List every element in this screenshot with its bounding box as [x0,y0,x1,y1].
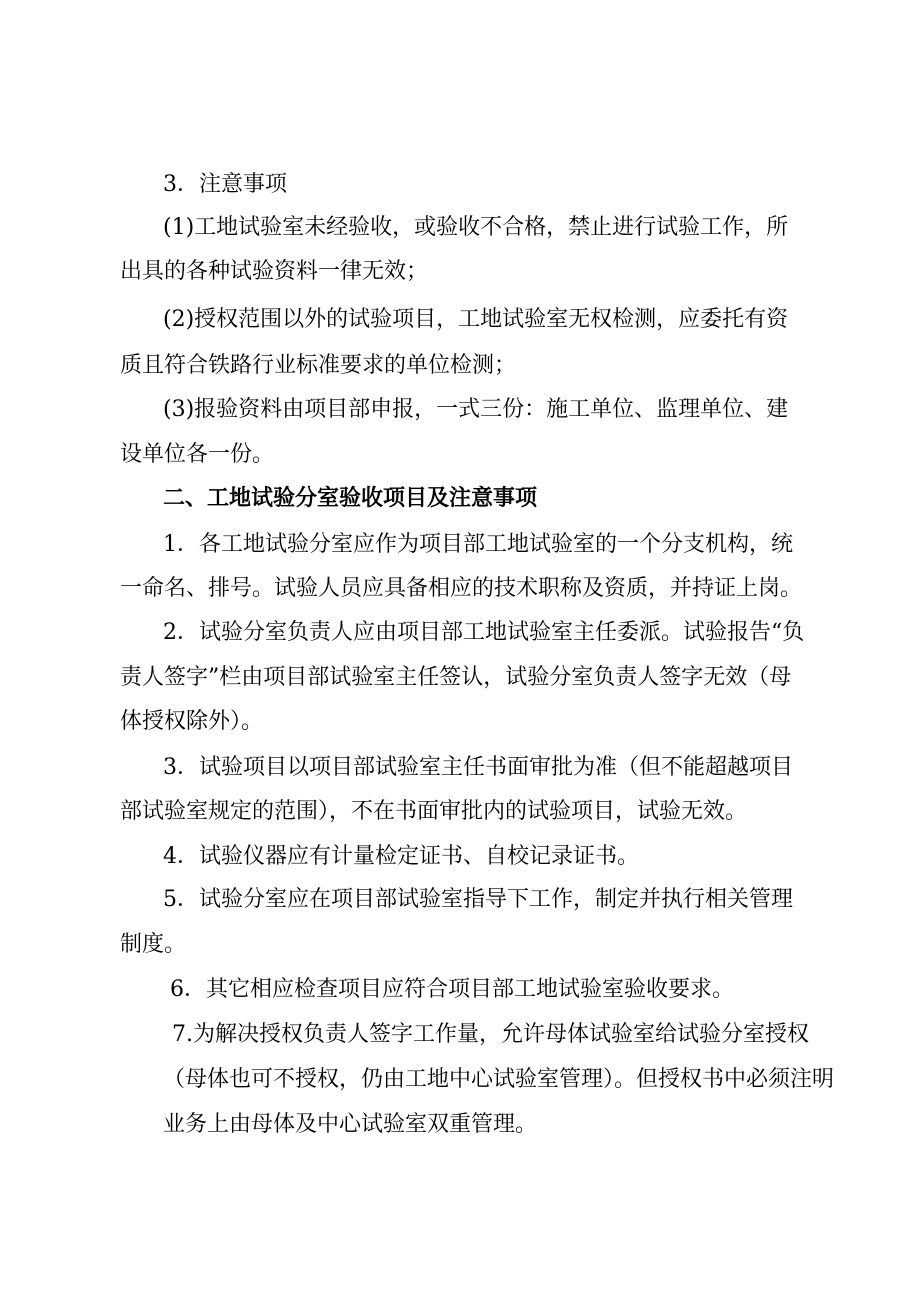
paragraph-line: 6．其它相应检查项目应符合项目部工地试验室验收要求。 [170,977,734,1002]
paragraph-line: 1．各工地试验分室应作为项目部工地试验室的一个分支机构，统 [163,532,793,557]
paragraph-line: 部试验室规定的范围），不在书面审批内的试验项目，试验无效。 [120,799,748,824]
paragraph-line: (2)授权范围以外的试验项目，工地试验室无权检测，应委托有资 [163,307,789,332]
paragraph-line: 出具的各种试验资料一律无效； [120,259,429,284]
paragraph-line: 责人签字”栏由项目部试验室主任签认，试验分室负责人签字无效（母 [120,665,792,690]
paragraph-line: 质且符合铁路行业标准要求的单位检测； [120,353,517,378]
paragraph-line: 制度。 [120,932,187,957]
paragraph-line: (1)工地试验室未经验收，或验收不合格，禁止进行试验工作，所 [163,215,789,240]
paragraph-line: （母体也可不授权，仍由工地中心试验室管理）。但授权书中必须注明 [163,1067,835,1092]
paragraph-line: 5．试验分室应在项目部试验室指导下工作，制定并执行相关管理 [163,887,793,912]
paragraph-line: 3．试验项目以项目部试验室主任书面审批为准（但不能超越项目 [163,755,793,780]
paragraph-line: 4．试验仪器应有计量检定证书、自校记录证书。 [163,844,639,869]
paragraph-line: 体授权除外）。 [120,709,264,734]
notes-heading: 3．注意事项 [163,172,287,197]
paragraph-line: 设单位各一份。 [120,442,275,467]
paragraph-line: 一命名、排号。试验人员应具备相应的技术职称及资质，并持证上岗。 [120,576,803,601]
paragraph-line: 7.为解决授权负责人签字工作量，允许母体试验室给试验分室授权 [172,1022,809,1047]
paragraph-line: 2．试验分室负责人应由项目部工地试验室主任委派。试验报告“负 [163,620,805,645]
section-heading: 二、工地试验分室验收项目及注意事项 [163,485,538,511]
paragraph-line: 业务上由母体及中心试验室双重管理。 [163,1112,538,1137]
paragraph-line: (3)报验资料由项目部申报，一式三份：施工单位、监理单位、建 [163,397,789,422]
